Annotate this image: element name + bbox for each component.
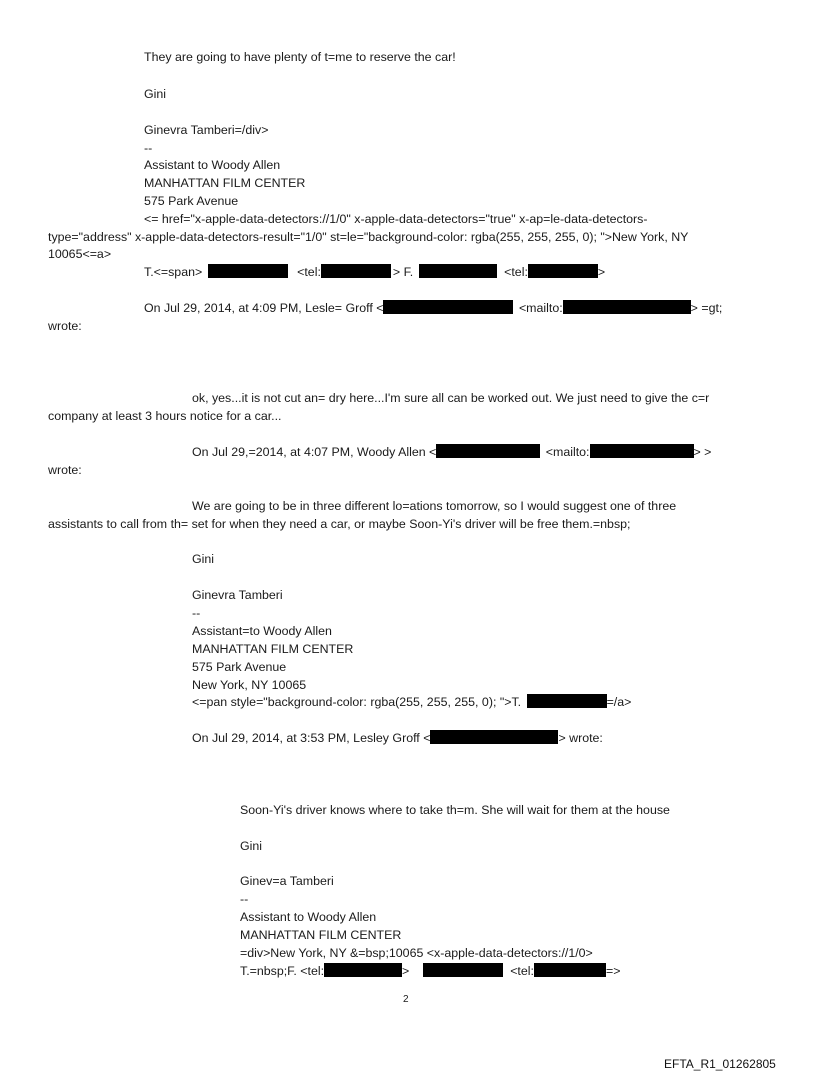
signature-name: Gini bbox=[144, 87, 167, 101]
redaction-block bbox=[208, 264, 288, 278]
bracket-close: > bbox=[597, 265, 606, 279]
signature-fullname: Ginevra Tamberi=/div> bbox=[144, 123, 269, 137]
redaction-block bbox=[324, 963, 402, 977]
signature-name: Gini bbox=[192, 552, 215, 566]
phone-line bbox=[240, 963, 620, 979]
signature-street: 575 Park Avenue bbox=[192, 660, 287, 674]
redaction-block bbox=[527, 694, 607, 708]
html-residue-line: 10065<=a> bbox=[48, 247, 112, 261]
redaction-block bbox=[436, 444, 540, 458]
phone-line bbox=[144, 264, 605, 280]
redaction-block bbox=[590, 444, 694, 458]
redaction-block bbox=[419, 264, 497, 278]
signature-company: MANHATTAN FILM CENTER bbox=[240, 928, 402, 942]
redaction-block bbox=[563, 300, 691, 314]
body-line: ok, yes...it is not cut an= dry here...I'm sure all can be worked out. We just need to give the c=r bbox=[192, 391, 710, 405]
mailto-label: <mailto: bbox=[545, 445, 590, 459]
redaction-block bbox=[430, 730, 558, 744]
page-number: 2 bbox=[403, 994, 409, 1005]
redaction-block bbox=[423, 963, 503, 977]
body-line: We are going to be in three different lo=ations tomorrow, so I would suggest one of three bbox=[192, 499, 677, 513]
reply-header bbox=[192, 444, 711, 460]
body-line: Soon-Yi's driver knows where to take th=m. She will wait for them at the house bbox=[240, 803, 670, 817]
body-line: company at least 3 hours notice for a car... bbox=[48, 409, 282, 423]
reply-header-text: On Jul 29, 2014, at 4:09 PM, Lesle= Groff < bbox=[144, 301, 384, 315]
mailto-label: <mailto: bbox=[518, 301, 563, 315]
html-residue-end: =/a> bbox=[606, 695, 632, 709]
bracket-close: => bbox=[605, 964, 621, 978]
signature-title: Assistant to Woody Allen bbox=[144, 158, 281, 172]
phone-prefix: T.<=span> bbox=[144, 265, 203, 279]
reply-header-end: > wrote: bbox=[558, 731, 603, 745]
signature-separator: -- bbox=[144, 141, 153, 155]
reply-header-text: On Jul 29,=2014, at 4:07 PM, Woody Allen < bbox=[192, 445, 437, 459]
signature-city: New York, NY 10065 bbox=[192, 678, 307, 692]
bates-number: EFTA_R1_01262805 bbox=[664, 1057, 776, 1071]
html-residue-line: <= href="x-apple-data-detectors://1/0" x-apple-data-detectors="true" x-ap=le-data-detectors- bbox=[144, 212, 648, 226]
phone-line bbox=[192, 694, 631, 710]
html-residue-text: <=pan style="background-color: rgba(255, 255, 255, 0); ">T. bbox=[192, 695, 522, 709]
signature-fullname: Ginev=a Tamberi bbox=[240, 874, 334, 888]
reply-header bbox=[192, 730, 603, 746]
tel-label: <tel: bbox=[297, 265, 321, 279]
redaction-block bbox=[383, 300, 513, 314]
signature-title: Assistant to Woody Allen bbox=[240, 910, 377, 924]
signature-title: Assistant=to Woody Allen bbox=[192, 624, 332, 638]
redaction-block bbox=[321, 264, 391, 278]
phone-fax-label: T.=nbsp;F. <tel: bbox=[240, 964, 325, 978]
reply-header bbox=[144, 300, 722, 316]
signature-separator: -- bbox=[192, 606, 201, 620]
redaction-block bbox=[528, 264, 598, 278]
reply-header-text: On Jul 29, 2014, at 3:53 PM, Lesley Groff < bbox=[192, 731, 431, 745]
signature-company: MANHATTAN FILM CENTER bbox=[144, 176, 306, 190]
tel-label: <tel: bbox=[510, 964, 534, 978]
signature-separator: -- bbox=[240, 892, 249, 906]
reply-wrote: wrote: bbox=[48, 463, 82, 477]
bracket-close: > bbox=[402, 964, 410, 978]
html-residue-line: =div>New York, NY &=bsp;10065 <x-apple-data-detectors://1/0> bbox=[240, 946, 593, 960]
reply-wrote: wrote: bbox=[48, 319, 82, 333]
html-residue-line: type="address" x-apple-data-detectors-result="1/0" st=le="background-color: rgba(255, 255, 255, 0); ">New York, NY bbox=[48, 230, 689, 244]
reply-header-end: > > bbox=[693, 445, 712, 459]
signature-fullname: Ginevra Tamberi bbox=[192, 588, 283, 602]
reply-header-end: > =gt; bbox=[690, 301, 723, 315]
body-line: assistants to call from th= set for when they need a car, or maybe Soon-Yi's driver will be free them.=nbsp; bbox=[48, 517, 631, 531]
signature-name: Gini bbox=[240, 839, 263, 853]
signature-company: MANHATTAN FILM CENTER bbox=[192, 642, 354, 656]
fax-label: > F. bbox=[392, 265, 414, 279]
tel-label: <tel: bbox=[504, 265, 528, 279]
signature-street: 575 Park Avenue bbox=[144, 194, 239, 208]
redaction-block bbox=[534, 963, 606, 977]
body-line: They are going to have plenty of t=me to reserve the car! bbox=[144, 50, 456, 64]
